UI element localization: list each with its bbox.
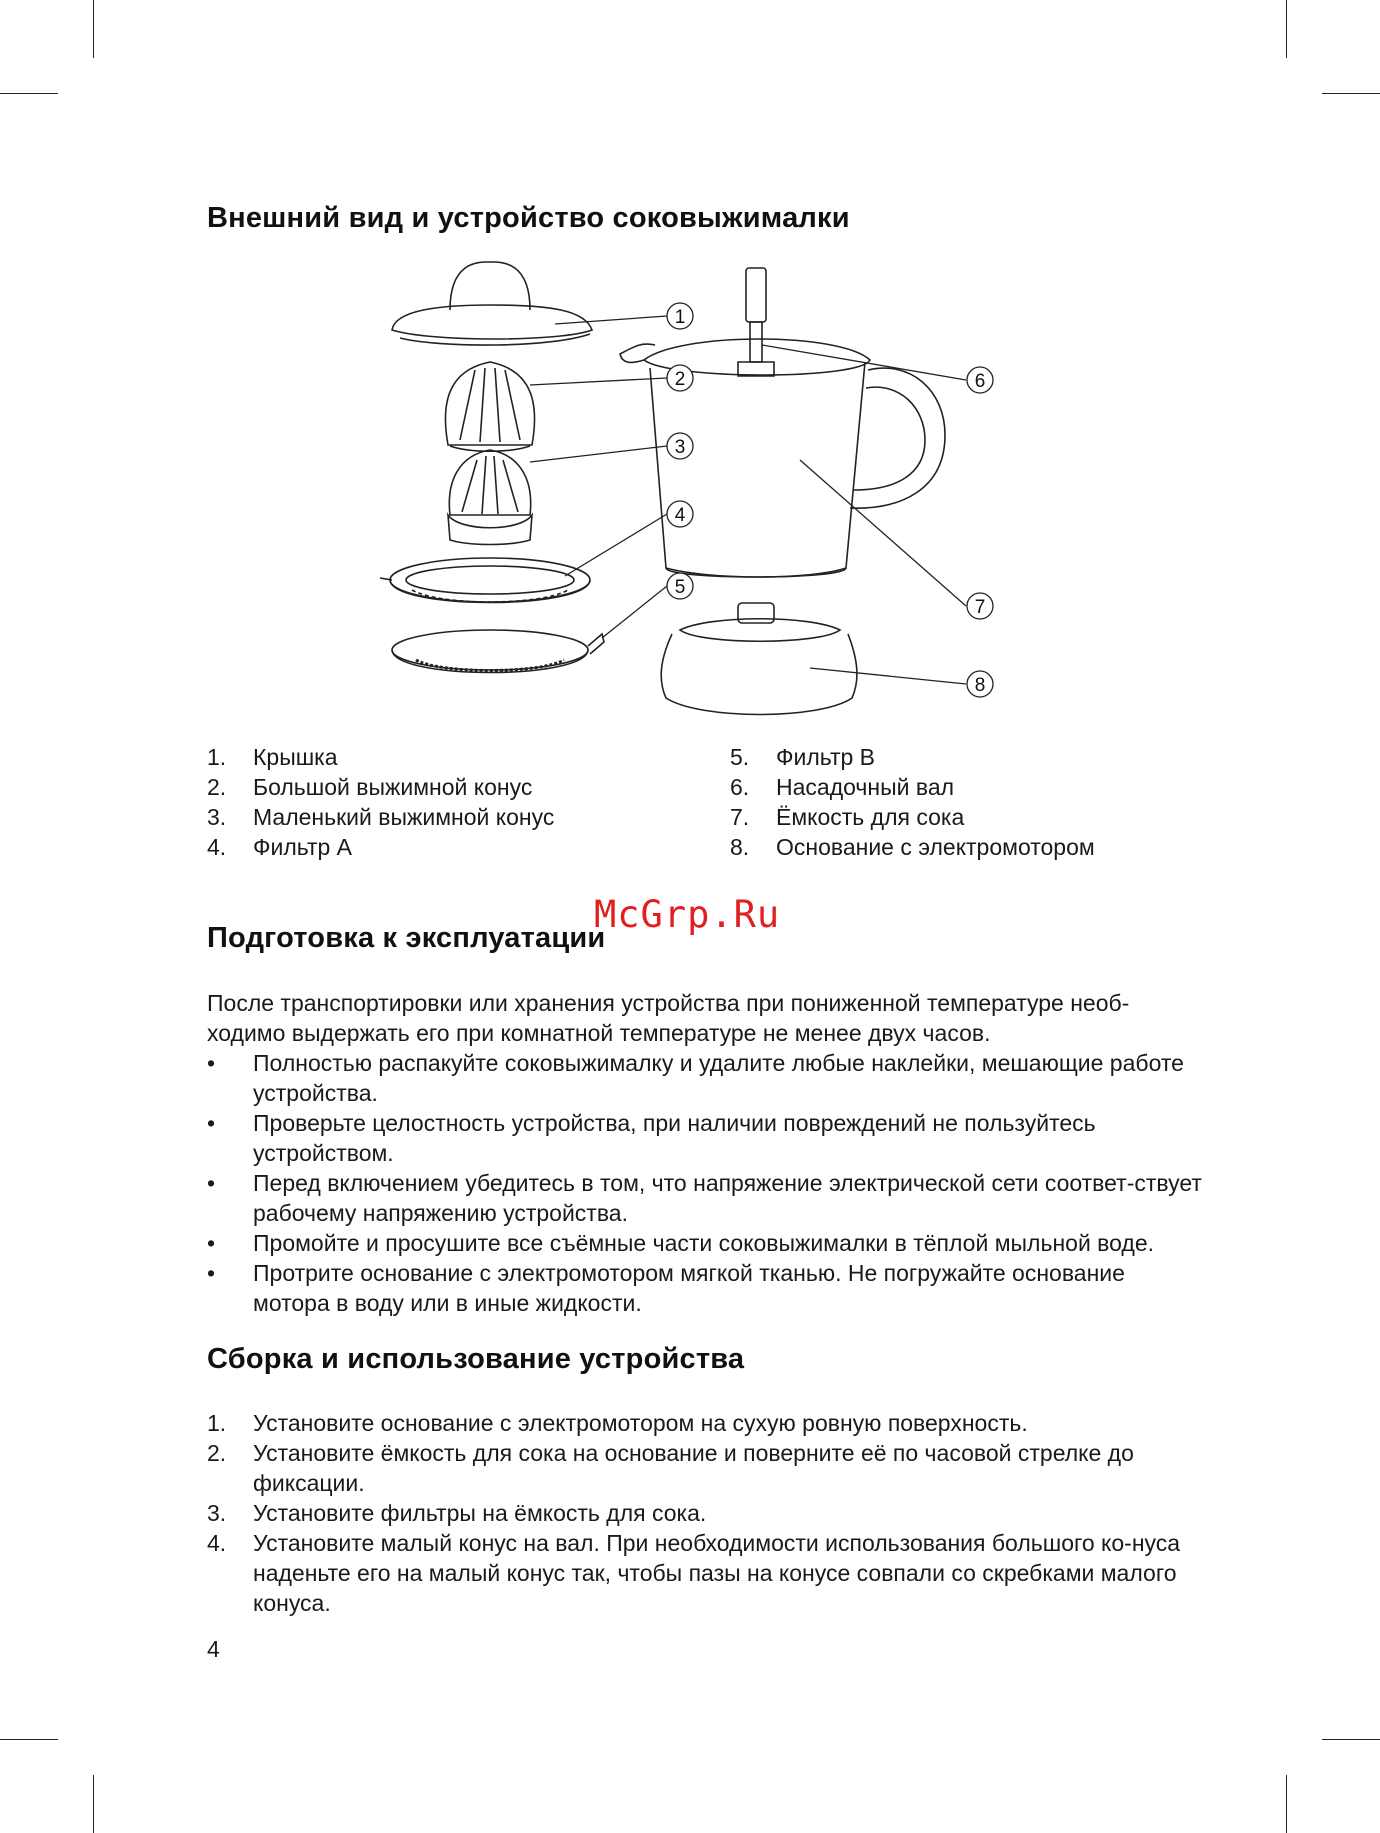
filter-b-illustration	[392, 630, 604, 673]
small-cone-illustration	[448, 450, 532, 545]
svg-text:6: 6	[974, 371, 986, 392]
callout-2	[667, 365, 693, 391]
list-item: 8. Основание с электромотором	[730, 834, 1095, 860]
crop-mark	[0, 93, 58, 94]
section-title-assembly: Сборка и использование устройства	[207, 1343, 745, 1375]
svg-text:7: 7	[974, 597, 986, 618]
list-item: 4. Фильтр А	[207, 834, 352, 860]
list-item: • Проверьте целостность устройства, при наличии повреждений не пользуйтесь устройством.	[207, 1110, 1096, 1166]
crop-mark	[1286, 0, 1287, 58]
list-item: 3. Маленький выжимной конус	[207, 804, 555, 830]
lid-illustration	[392, 262, 592, 345]
callout-8	[967, 671, 993, 697]
crop-mark	[1286, 1775, 1287, 1833]
callout-7	[967, 593, 993, 619]
list-item: 2. Установите ёмкость для сока на основание и поверните её по часовой стрелке до фиксации.	[207, 1440, 1134, 1496]
section-title-preparation: Подготовка к эксплуатации	[207, 922, 606, 954]
svg-text:2: 2	[674, 369, 686, 390]
svg-text:4: 4	[674, 505, 686, 526]
list-item: 5. Фильтр В	[730, 744, 875, 770]
list-item: 1. Установите основание с электромотором на сухую ровную поверхность.	[207, 1410, 1028, 1436]
parts-list-left	[207, 742, 554, 862]
list-item: 6. Насадочный вал	[730, 774, 955, 800]
list-item: 4. Установите малый конус на вал. При необходимости использования большого ко-нуса наденьте его на малый конус так, чтобы пазы на конусе совпали со скребками малого конуса.	[207, 1530, 1181, 1616]
svg-text:3: 3	[674, 437, 686, 458]
filter-a-illustration	[380, 558, 590, 603]
list-item: • Перед включением убедитесь в том, что напряжение электрической сети соответ-ствует рабочему напряжению устройства.	[207, 1170, 1202, 1226]
crop-mark	[1322, 1739, 1380, 1740]
list-item: 1. Крышка	[207, 744, 338, 770]
crop-mark	[0, 1739, 58, 1740]
list-item: 7. Ёмкость для сока	[730, 804, 965, 830]
crop-mark	[1322, 93, 1380, 94]
page-number: 4	[207, 1636, 220, 1662]
preparation-intro: После транспортировки или хранения устройства при пониженной температуре необ-ходимо выдержать его при комнатной температуре не менее двух часов.	[207, 990, 1130, 1046]
list-item: • Полностью распакуйте соковыжималку и удалите любые наклейки, мешающие работе устройства.	[207, 1050, 1184, 1106]
section-title-appearance: Внешний вид и устройство соковыжималки	[207, 202, 850, 234]
crop-mark	[93, 1775, 94, 1833]
parts-list-right	[730, 742, 1095, 862]
list-item: 2. Большой выжимной конус	[207, 774, 533, 800]
svg-text:5: 5	[674, 577, 686, 598]
base-illustration	[661, 603, 857, 715]
assembly-steps	[207, 1408, 1207, 1618]
callout-5	[667, 573, 693, 599]
list-item: • Протрите основание с электромотором мягкой тканью. Не погружайте основание мотора в воду или в иные жидкости.	[207, 1260, 1125, 1316]
callout-6	[967, 367, 993, 393]
list-item: 3. Установите фильтры на ёмкость для сока.	[207, 1500, 707, 1526]
list-item: • Промойте и просушите все съёмные части соковыжималки в тёплой мыльной воде.	[207, 1230, 1155, 1256]
preparation-bullets	[207, 1048, 1207, 1318]
watermark-link[interactable]: McGrp.Ru	[594, 893, 781, 936]
shaft-illustration	[738, 268, 774, 376]
callout-3	[667, 433, 693, 459]
juicer-diagram	[380, 250, 1030, 720]
svg-text:1: 1	[674, 307, 686, 328]
large-cone-illustration	[445, 362, 534, 451]
svg-text:8: 8	[974, 675, 986, 696]
callout-1	[667, 303, 693, 329]
callout-4	[667, 501, 693, 527]
crop-mark	[93, 0, 94, 58]
